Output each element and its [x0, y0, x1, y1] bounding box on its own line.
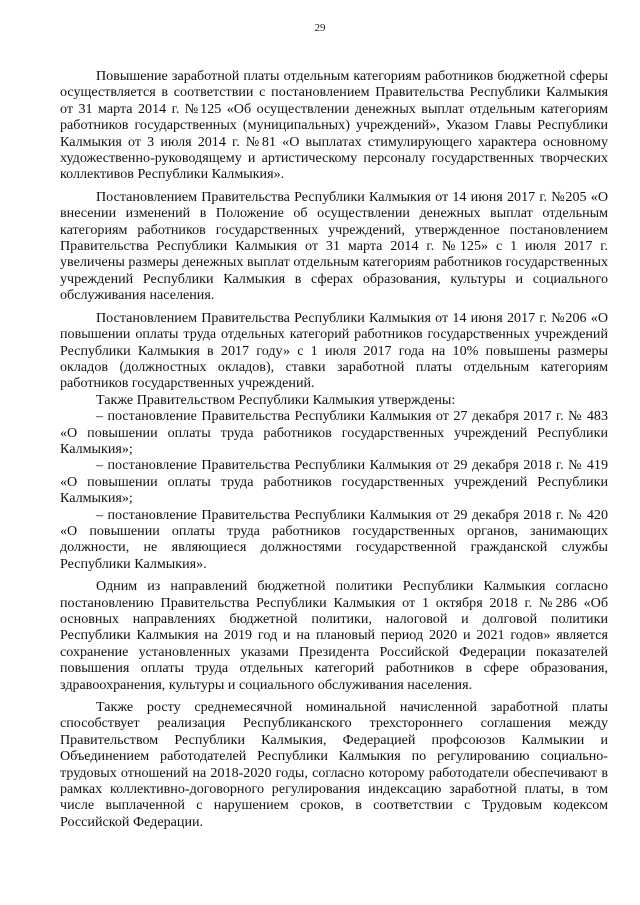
document-body	[60, 68, 608, 830]
paragraph-resolution-205: Постановлением Правительства Республики Калмыкия от 14 июня 2017 г. №205 «О внесении изменений в Положение об осуществлении денежных выплат отдельным категориям работников государственных учреждений, утвержденное постановлением Правительства Республики Калмыкия от 31 марта 2014 г. №125» с 1 июля 2017 г. увеличены размеры денежных выплат отдельным категориям работников государственных учреждений Республики Калмыкия в сферах образования, культуры и социального обслуживания населения.	[60, 188, 608, 304]
list-item-resolution-483: – постановление Правительства Республики Калмыкия от 27 декабря 2017 г. № 483 «О повышении оплаты труда работников государственных учреждений Республики Калмыкия»;	[60, 408, 608, 457]
paragraph-resolution-206: Постановлением Правительства Республики Калмыкия от 14 июня 2017 г. №206 «О повышении оплаты труда отдельных категорий работников государственных учреждений Республики Калмыкия в 2017 году» с 1 июля 2017 года на 10% повышены размеры окладов (должностных окладов), ставки заработной платы отдельным категориям работников государственных учреждений.	[60, 309, 608, 392]
paragraph-also-approved: Также Правительством Республики Калмыкия утверждены:	[96, 391, 456, 408]
page-number: 29	[314, 22, 326, 34]
paragraph-salary-increase: Повышение заработной платы отдельным категориям работников бюджетной сферы осуществляется в соответствии с постановлением Правительства Республики Калмыкия от 31 марта 2014 г. №125 «Об осуществлении денежных выплат отдельным категориям работников государственных (муниципальных) учреждений», Указом Главы Республики Калмыкия от 3 июля 2014 г. №81 «О выплатах стимулирующего характера основному художественно-руководящему и артистическому персоналу государственных творческих коллективов Республики Калмыкия».	[60, 68, 608, 183]
paragraph-tripartite-agreement: Также росту среднемесячной номинальной начисленной заработной платы способствует реализация Республиканского трехстороннего соглашения между Правительством Республики Калмыкия, Федерацией профсоюзов Калмыкии и Объединением работодателей Республики Калмыкия по регулированию социально-трудовых отношений на 2018-2020 годы, согласно которому работодатели обеспечивают в рамках коллективно-договорного регулирования индексацию заработной платы, в том числе выплаченной с нарушением сроков, в соответствии с Трудовым кодексом Российской Федерации.	[60, 699, 608, 830]
paragraph-budget-policy: Одним из направлений бюджетной политики Республики Калмыкия согласно постановлению Правительства Республики Калмыкия от 1 октября 2018 г. №286 «Об основных направлениях бюджетной политики, налоговой и долговой политики Республики Калмыкия на 2019 год и на плановый период 2020 и 2021 годов» является сохранение установленных указами Президента Российской Федерации показателей повышения оплаты труда отдельных категорий работников в сфере образования, здравоохранения, культуры и социального обслуживания населения.	[60, 578, 608, 693]
list-item-resolution-420: – постановление Правительства Республики Калмыкия от 29 декабря 2018 г. № 420 «О повышении оплаты труда работников государственных органов, занимающих должности, не являющиеся должностями государственной гражданской службы Республики Калмыкия».	[60, 506, 608, 572]
list-item-resolution-419: – постановление Правительства Республики Калмыкия от 29 декабря 2018 г. № 419 «О повышении оплаты труда работников государственных учреждений Республики Калмыкия»;	[60, 457, 608, 507]
